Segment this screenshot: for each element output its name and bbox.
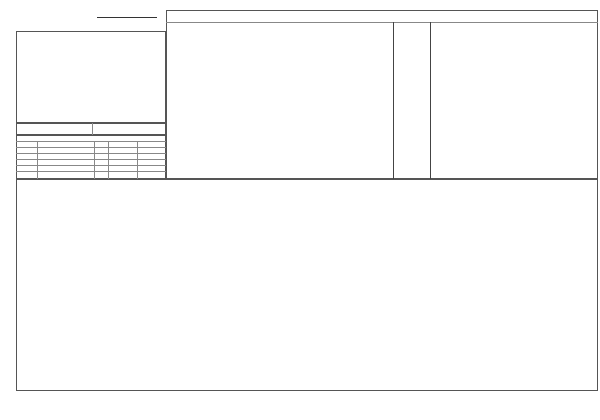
nastup-vystup-box bbox=[16, 123, 166, 135]
personal-info-box bbox=[16, 31, 166, 123]
payroll-table bbox=[16, 179, 598, 391]
bonus-box bbox=[166, 10, 598, 179]
year-input[interactable] bbox=[97, 17, 157, 18]
